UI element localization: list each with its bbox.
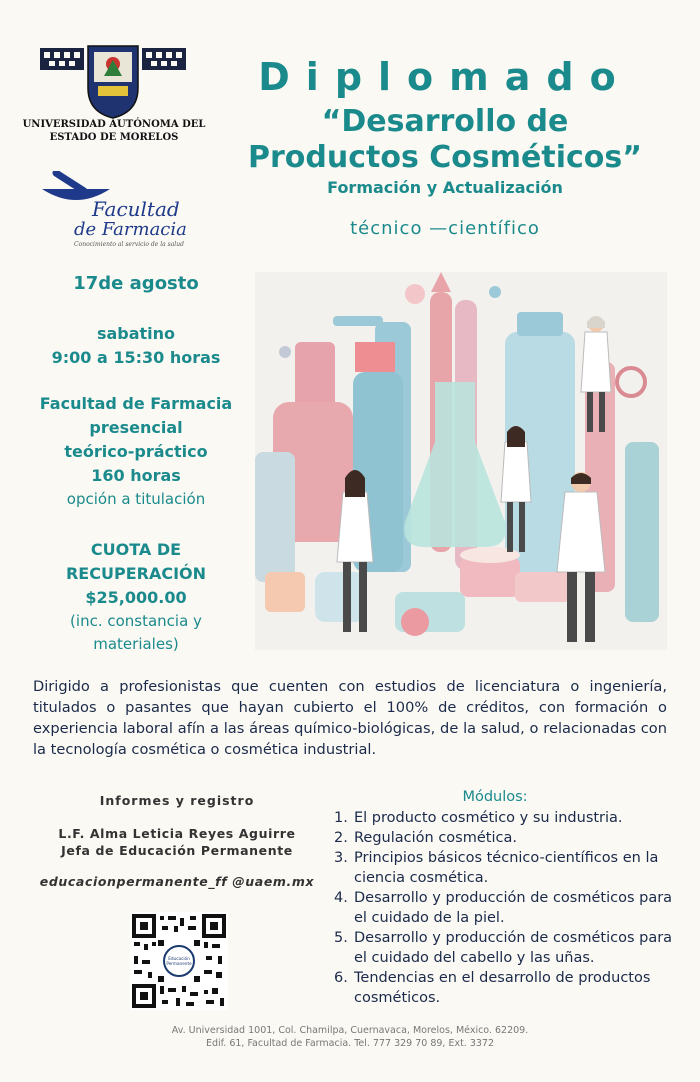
faculty-logo	[30, 165, 190, 250]
module-item: 5. Desarrollo y producción de cosméticos para el cuidado del cabello y las uñas.	[334, 930, 673, 966]
footer-line2: Edif. 61, Facultad de Farmacia. Tel. 777 329 70 89, Ext. 3372	[205, 1038, 495, 1049]
course-type: teórico-práctico	[64, 442, 208, 461]
fee-note-1: (inc. constancia y	[70, 612, 202, 630]
contact-email[interactable]: educacionpermanente_ff @uaem.mx	[39, 874, 315, 889]
module-item: 1. El producto cosmético y su industria.	[334, 810, 623, 826]
faculty-logo-line2: de Farmacia	[74, 219, 187, 240]
tecnico-label: técnico —científico	[350, 218, 540, 239]
university-name-line1: UNIVERSIDAD AUTÓNOMA DEL	[22, 119, 206, 130]
uaem-logo	[38, 42, 188, 120]
university-name	[20, 118, 208, 144]
fee-amount: $25,000.00	[85, 588, 187, 607]
svg-text:Permanente: Permanente	[166, 961, 192, 966]
subtitle-line2: Productos Cosméticos”	[248, 140, 642, 175]
module-item: 2. Regulación cosmética.	[334, 830, 517, 846]
university-name-line2: ESTADO DE MORELOS	[49, 132, 179, 143]
fee-label-1: CUOTA DE	[90, 540, 182, 559]
titulacion-option: opción a titulación	[66, 490, 206, 508]
qr-code[interactable]	[130, 912, 228, 1010]
start-date: 17de agosto	[73, 273, 199, 294]
course-details	[22, 392, 250, 511]
contact-block	[22, 825, 332, 859]
page-subtitle	[210, 104, 680, 176]
footer-address	[0, 1024, 700, 1050]
formacion-label: Formación y Actualización	[327, 178, 563, 197]
schedule-hours: 9:00 a 15:30 horas	[51, 348, 221, 367]
module-item: 6. Tendencias en el desarrollo de productos cosméticos.	[334, 970, 651, 1006]
schedule-day: sabatino	[96, 324, 176, 343]
cosmetics-lab-illustration	[255, 272, 667, 650]
fee-label-2: RECUPERACIÓN	[65, 564, 207, 583]
contact-name: L.F. Alma Leticia Reyes Aguirre	[58, 826, 296, 841]
modules-title: Módulos:	[462, 789, 528, 805]
module-item: 4. Desarrollo y producción de cosméticos para el cuidado de la piel.	[334, 890, 673, 926]
schedule	[22, 322, 250, 370]
contact-role: Jefa de Educación Permanente	[61, 843, 293, 858]
qr-center-label: Educación	[168, 956, 190, 961]
fee-block	[22, 538, 250, 656]
modules-list	[334, 808, 674, 1008]
duration: 160 horas	[91, 466, 181, 485]
footer-line1: Av. Universidad 1001, Col. Chamilpa, Cuernavaca, Morelos, México. 62209.	[171, 1025, 529, 1036]
faculty-logo-line1: Facultad	[92, 197, 180, 221]
subtitle-line1: “Desarrollo de	[321, 104, 569, 139]
target-audience-paragraph: Dirigido a profesionistas que cuenten con estudios de licenciatura o ingeniería, titulados o pasantes que hayan cubierto el 100% de créditos, con formación o experiencia laboral afín a las áreas químico-biológicas, de la salud, o relacionadas con la tecnología cosmética o cosmética industrial.	[33, 678, 667, 758]
informes-title: Informes y registro	[99, 793, 255, 808]
page-title: Diplomado	[258, 55, 632, 99]
module-item: 3. Principios básicos técnico-científicos en la ciencia cosmética.	[334, 850, 659, 886]
venue: Facultad de Farmacia	[39, 394, 233, 413]
fee-note-2: materiales)	[93, 635, 179, 653]
faculty-logo-tagline: Conocimiento al servicio de la salud	[74, 241, 184, 248]
modality: presencial	[89, 418, 183, 437]
